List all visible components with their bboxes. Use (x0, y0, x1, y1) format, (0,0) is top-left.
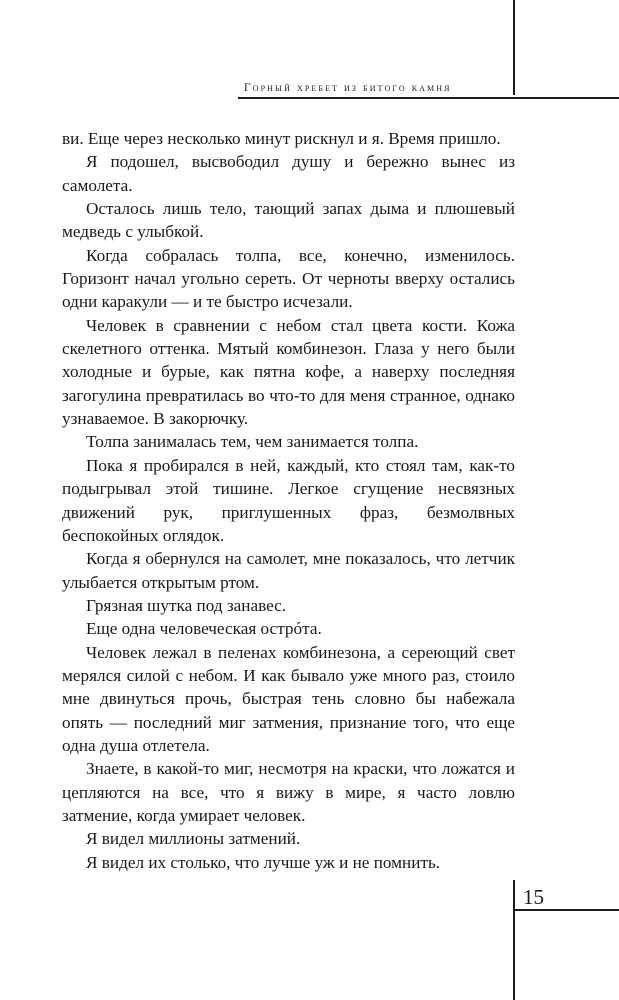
paragraph: Я видел миллионы затмений. (86, 829, 301, 849)
bottom-vertical-rule (513, 880, 515, 1000)
top-vertical-rule (513, 0, 515, 95)
paragraph: Когда я обернулся на самолет, мне показалось, что летчик улыбается открытым ртом. (62, 549, 515, 592)
page-number: 15 (523, 885, 544, 909)
running-head: Горный хребет из битого камня (244, 82, 452, 94)
header-rule (238, 97, 619, 99)
paragraph: Я подошел, высвободил душу и бережно вынес из самолета. (62, 152, 515, 195)
body-text (62, 127, 515, 874)
paragraph: Человек лежал в пеленах комбинезона, а сереющий свет мерялся силой с небом. И как бывало уже много раз, стоило мне двинуться прочь, быстрая тень словно бы набежала опять — последний миг затмения, признание того, что еще одна душа отлетела. (62, 642, 515, 755)
paragraph: Еще одна человеческая острóта. (86, 619, 322, 639)
paragraph: Я видел их столько, что лучше уж и не помнить. (86, 852, 441, 872)
paragraph: Осталось лишь тело, тающий запах дыма и плюшевый медведь с улыбкой. (62, 199, 515, 242)
paragraph: Толпа занималась тем, чем занимается толпа. (86, 432, 419, 452)
footer-rule (513, 909, 619, 911)
paragraph: ви. Еще через несколько минут рискнул и я. Время пришло. (62, 129, 501, 148)
paragraph: Грязная шутка под занавес. (86, 595, 287, 615)
paragraph: Знаете, в какой-то миг, несмотря на краски, что ложатся и цепляются на все, что я вижу в мире, я часто ловлю затмение, когда умирает человек. (62, 759, 515, 825)
paragraph: Человек в сравнении с небом стал цвета кости. Кожа скелетного оттенка. Мятый комбинезон. Глаза у него были холодные и бурые, как пятна кофе, а наверху последняя загогулина превратилась во что-то для меня странное, однако узнаваемое. В закорючку. (62, 315, 515, 429)
paragraph: Пока я пробирался в ней, каждый, кто стоял там, как-то подыгрывал этой тишине. Легкое сгущение несвязных движений рук, приглушенных фраз, безмолвных беспокойных оглядок. (62, 455, 515, 545)
paragraph: Когда собралась толпа, все, конечно, изменилось. Горизонт начал угольно сереть. От черноты вверху остались одни каракули — и те быстро исчезали. (62, 245, 515, 312)
